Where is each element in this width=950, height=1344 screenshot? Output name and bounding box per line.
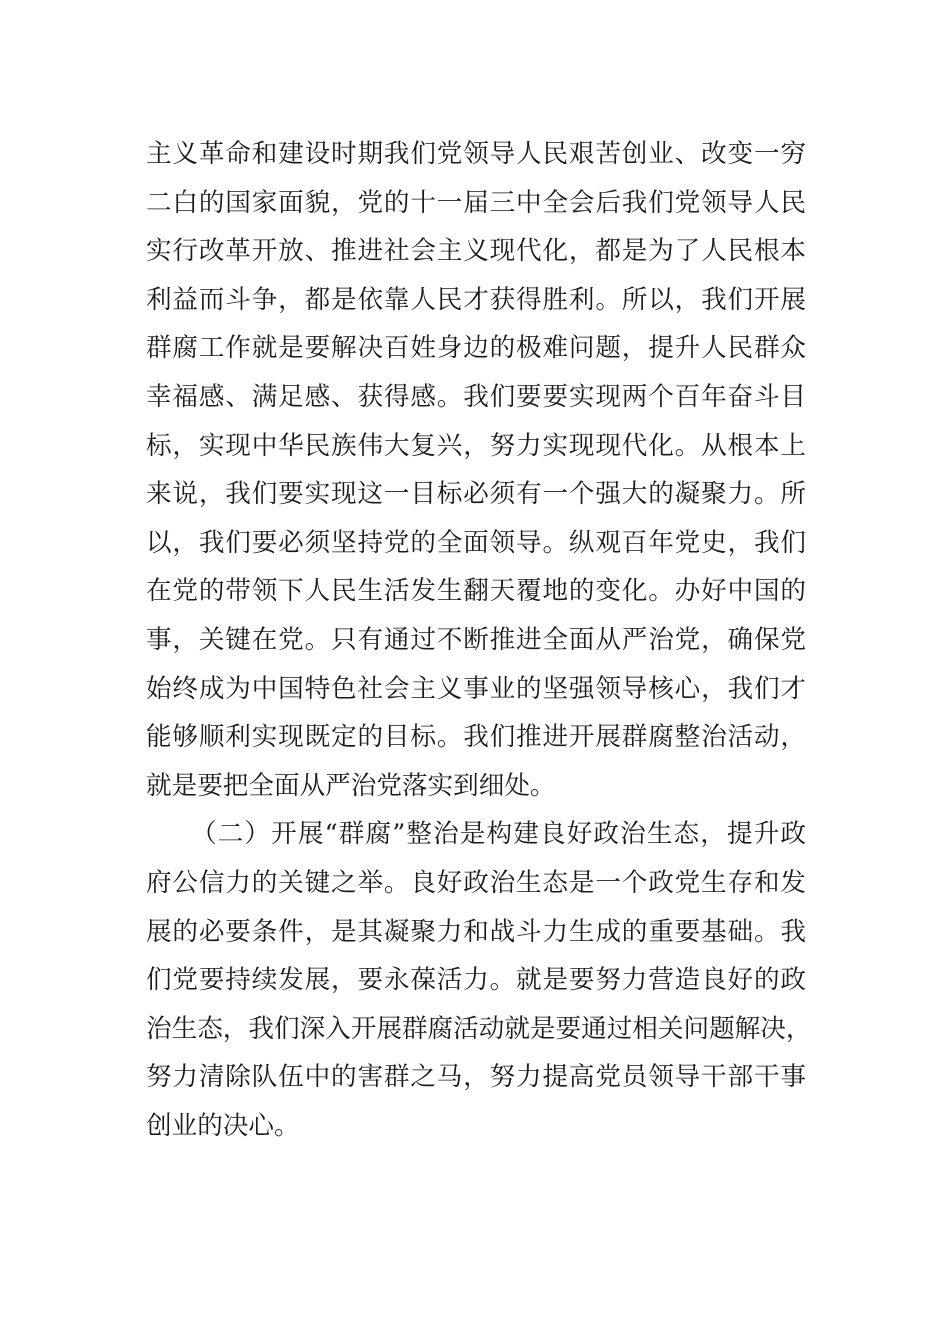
text-line: 幸福感、满足感、获得感。我们要要实现两个百年奋斗目 [146, 381, 806, 412]
text-line: 始终成为中国特色社会主义事业的坚强领导核心，我们才 [146, 673, 806, 704]
text-line: 事，关键在党。只有通过不断推进全面从严治党，确保党 [146, 624, 806, 655]
text-line: 府公信力的关键之举。良好政治生态是一个政党生存和发 [146, 867, 806, 898]
text-line: 二白的国家面貌，党的十一届三中全会后我们党领导人民 [146, 187, 806, 218]
text-line: 们党要持续发展，要永葆活力。就是要努力营造良好的政 [146, 965, 806, 996]
text-line-last: 创业的决心。 [146, 1110, 300, 1141]
text-line: 治生态，我们深入开展群腐活动就是要通过相关问题解决， [146, 1013, 812, 1044]
text-line: 展的必要条件，是其凝聚力和战斗力生成的重要基础。我 [146, 916, 806, 947]
text-line-last: 就是要把全面从严治党落实到细处。 [146, 770, 556, 801]
text-line: 利益而斗争，都是依靠人民才获得胜利。所以，我们开展 [146, 284, 806, 315]
text-line: 努力清除队伍中的害群之马，努力提高党员领导干部干事 [146, 1062, 806, 1093]
text-line: 来说，我们要实现这一目标必须有一个强大的凝聚力。所 [146, 479, 806, 510]
text-line: 在党的带领下人民生活发生翻天覆地的变化。办好中国的 [146, 576, 806, 607]
text-line: 主义革命和建设时期我们党领导人民艰苦创业、改变一穷 [146, 139, 806, 169]
text-line: 能够顺利实现既定的目标。我们推进开展群腐整治活动， [146, 722, 806, 753]
paragraph-1 [146, 130, 806, 810]
text-line: 标，实现中华民族伟大复兴，努力实现现代化。从根本上 [146, 430, 806, 461]
text-line: 实行改革开放、推进社会主义现代化，都是为了人民根本 [146, 236, 806, 267]
paragraph-2 [146, 810, 812, 1150]
text-line-first: （二）开展“群腐”整治是构建良好政治生态，提升政 [191, 819, 806, 850]
text-line: 以，我们要必须坚持党的全面领导。纵观百年党史，我们 [146, 527, 806, 558]
body-text [146, 130, 812, 1150]
text-line: 群腐工作就是要解决百姓身边的极难问题，提升人民群众 [146, 333, 806, 364]
